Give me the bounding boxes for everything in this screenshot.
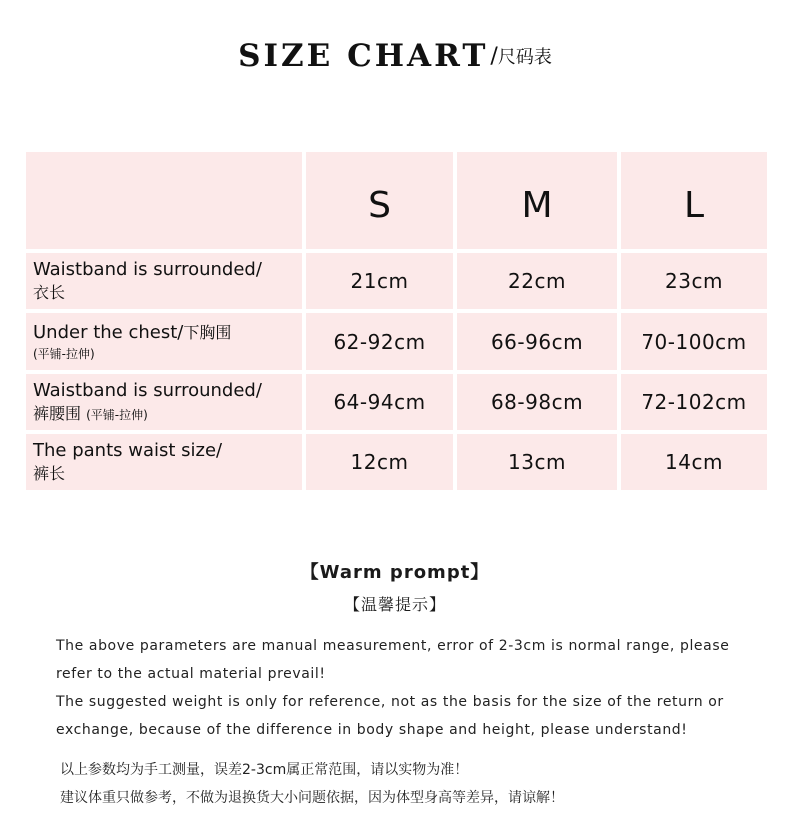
table-cell	[457, 434, 617, 490]
row-label-line	[33, 403, 148, 426]
table-cell	[621, 374, 767, 430]
table-cell	[306, 434, 453, 490]
table-header-size-s	[306, 152, 453, 249]
warm-prompt-notes-english	[56, 632, 756, 744]
row-label-english: Under the chest/	[33, 322, 184, 343]
measurement-value: 64-94cm	[333, 390, 426, 414]
measurement-value: 21cm	[350, 269, 409, 293]
table-header-size-m	[457, 152, 617, 249]
warm-prompt-notes-chinese	[60, 756, 760, 812]
note-paragraph: 以上参数均为手工测量，误差2-3cm属正常范围，请以实物为准！	[60, 762, 469, 778]
measurement-value: 70-100cm	[641, 329, 747, 354]
row-label-chinese: 衣长	[33, 283, 66, 302]
table-cell	[306, 374, 453, 430]
table-cell	[621, 253, 767, 309]
row-label-waistband-length	[26, 253, 302, 309]
measurement-value: 12cm	[350, 450, 409, 474]
size-label: M	[521, 185, 553, 226]
table-cell	[457, 313, 617, 370]
title-chinese: 尺码表	[497, 47, 552, 68]
size-label: L	[683, 185, 705, 226]
measurement-value: 66-96cm	[490, 329, 584, 354]
size-chart-table	[26, 152, 763, 490]
table-cell	[457, 374, 617, 430]
page-title	[0, 38, 790, 74]
row-label-pants-length	[26, 434, 302, 490]
row-label-chinese: 裤长	[33, 464, 66, 483]
warm-prompt-heading: 【Warm prompt】	[300, 562, 490, 583]
table-cell	[306, 313, 453, 370]
table-cell	[621, 434, 767, 490]
row-label-english: Waistband is surrounded/	[33, 379, 262, 401]
measurement-value: 62-92cm	[333, 329, 426, 354]
measurement-value: 22cm	[508, 269, 566, 293]
note-paragraph: The suggested weight is only for reference, not as the basis for the size of the return or exchange, because of the difference in body shape and height, please understand!	[56, 694, 724, 738]
measurement-value: 68-98cm	[490, 390, 584, 414]
row-label-note: (平铺-拉伸)	[33, 347, 95, 361]
title-slash: /	[490, 43, 498, 69]
table-header-corner	[26, 152, 302, 249]
note-paragraph: 建议体重只做参考，不做为退换货大小问题依据，因为体型身高等差异，请谅解！	[60, 790, 564, 806]
row-label-chinese: 下胸围	[183, 323, 232, 342]
row-label-english: The pants waist size/	[33, 440, 223, 461]
measurement-value: 14cm	[665, 450, 723, 474]
table-cell	[457, 253, 617, 309]
row-label-chinese: 裤腰围	[33, 403, 82, 423]
row-label-note: (平铺-拉伸)	[86, 407, 148, 422]
measurement-value: 13cm	[508, 450, 566, 474]
title-english: SIZE CHART	[238, 38, 489, 74]
table-cell	[306, 253, 453, 309]
row-label-line	[33, 321, 231, 345]
measurement-value: 72-102cm	[641, 390, 747, 414]
row-label-pants-waist	[26, 374, 302, 430]
row-label-under-chest	[26, 313, 302, 370]
size-label: S	[368, 185, 391, 226]
note-paragraph: The above parameters are manual measurement, error of 2-3cm is normal range, please refer to the actual material prevail!	[56, 638, 730, 682]
measurement-value: 23cm	[665, 269, 723, 293]
warm-prompt-subheading: 【温馨提示】	[343, 595, 446, 614]
table-cell	[621, 313, 767, 370]
row-label-english: Waistband is surrounded/	[33, 259, 262, 280]
table-header-size-l	[621, 152, 767, 249]
